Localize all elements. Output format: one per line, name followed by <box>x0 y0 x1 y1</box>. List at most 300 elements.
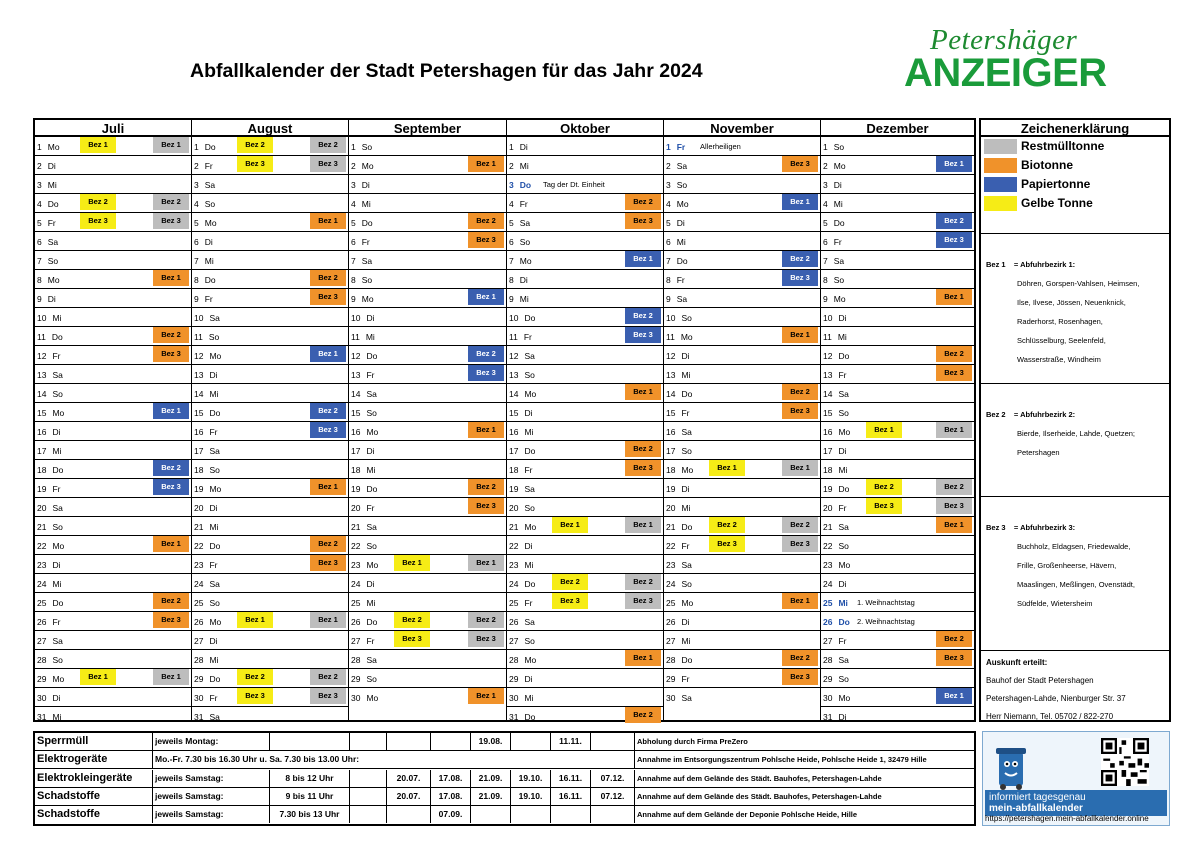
day-row <box>349 175 506 194</box>
legend-item <box>981 156 1169 175</box>
day-number: 27 <box>509 636 519 646</box>
collection-note: Abholung durch Firma PreZero <box>637 737 748 746</box>
day-row <box>35 194 191 213</box>
day-row <box>664 384 820 403</box>
day-row <box>507 213 663 232</box>
day-label <box>351 180 370 190</box>
pickup-badge-gray: Bez 3 <box>625 593 661 609</box>
day-label <box>37 370 63 380</box>
day-row <box>821 688 974 707</box>
day-number: 8 <box>37 275 42 285</box>
day-label <box>509 161 529 171</box>
day-row <box>192 156 348 175</box>
weekday: Do <box>366 484 378 494</box>
day-row <box>821 536 974 555</box>
day-number: 10 <box>666 313 676 323</box>
day-label <box>37 579 61 589</box>
day-row <box>35 574 191 593</box>
pickup-badge-gray: Bez 2 <box>310 669 346 685</box>
day-row <box>349 137 506 156</box>
day-label <box>509 560 533 570</box>
day-label <box>823 674 849 684</box>
pickup-badge-blue: Bez 1 <box>936 156 972 172</box>
day-number: 2 <box>194 161 199 171</box>
day-row <box>664 308 820 327</box>
pickup-badge-blue: Bez 3 <box>625 327 661 343</box>
weekday: Fr <box>209 427 218 437</box>
day-label <box>37 522 63 532</box>
day-row <box>349 650 506 669</box>
day-number: 1 <box>823 142 828 152</box>
day-row <box>507 137 663 156</box>
day-number: 25 <box>194 598 204 608</box>
pickup-badge-gray: Bez 3 <box>468 631 504 647</box>
day-number: 15 <box>351 408 361 418</box>
weekday: Mi <box>52 446 62 456</box>
weekday: So <box>681 446 692 456</box>
day-row <box>507 479 663 498</box>
contact-line: Auskunft erteilt: <box>986 658 1048 667</box>
day-label <box>666 598 693 608</box>
day-number: 26 <box>666 617 676 627</box>
month-column-august <box>192 120 349 720</box>
day-label <box>194 218 217 228</box>
day-row <box>349 346 506 365</box>
day-label <box>351 522 377 532</box>
collection-date: 19.08. <box>471 733 511 750</box>
day-row <box>821 346 974 365</box>
weekday: Do <box>361 218 373 228</box>
collection-day: jeweils Montag: <box>153 733 270 750</box>
weekday: Fr <box>681 541 690 551</box>
day-row <box>821 365 974 384</box>
day-row <box>349 422 506 441</box>
day-number: 12 <box>351 351 361 361</box>
month-column-november <box>664 120 821 720</box>
pickup-badge-gray: Bez 1 <box>625 517 661 533</box>
day-number: 14 <box>666 389 676 399</box>
day-row <box>821 327 974 346</box>
day-number: 9 <box>509 294 514 304</box>
weekday: Sa <box>366 655 377 665</box>
day-row <box>664 688 820 707</box>
day-number: 17 <box>37 446 47 456</box>
day-row <box>349 251 506 270</box>
weekday: Do <box>681 389 693 399</box>
pickup-badge-yellow: Bez 1 <box>709 460 745 476</box>
weekday: Fr <box>209 693 218 703</box>
day-row <box>821 194 974 213</box>
collection-day: jeweils Samstag: <box>153 788 270 805</box>
day-row <box>192 327 348 346</box>
day-label <box>509 446 535 456</box>
day-number: 29 <box>351 674 361 684</box>
collection-date: 20.07. <box>387 770 431 787</box>
day-number: 9 <box>823 294 828 304</box>
day-label <box>666 503 690 513</box>
weekday: Mo <box>361 161 374 171</box>
collection-date: 7.30 bis 13 Uhr <box>270 806 350 823</box>
weekday: Sa <box>519 218 531 228</box>
day-number: 7 <box>37 256 42 266</box>
pickup-badge-gray: Bez 3 <box>153 213 189 229</box>
weekday: Di <box>833 180 842 190</box>
day-number: 15 <box>823 408 833 418</box>
legend-swatch <box>984 196 1017 211</box>
day-row <box>35 441 191 460</box>
day-row <box>35 232 191 251</box>
weekday: Fr <box>838 370 847 380</box>
weekday: So <box>833 142 845 152</box>
day-row <box>507 289 663 308</box>
day-number: 28 <box>823 655 833 665</box>
day-row <box>507 156 663 175</box>
weekday: Do <box>676 256 688 266</box>
weekday: Mi <box>519 294 529 304</box>
day-label <box>509 579 535 589</box>
day-label <box>37 617 61 627</box>
pickup-badge-orange: Bez 3 <box>936 650 972 666</box>
day-number: 5 <box>823 218 828 228</box>
day-number: 27 <box>823 636 833 646</box>
weekday: So <box>524 503 535 513</box>
weekday: Mi <box>209 522 219 532</box>
weekday: Sa <box>361 256 373 266</box>
weekday: Do <box>519 180 532 190</box>
day-label <box>37 332 63 342</box>
day-number: 11 <box>194 332 203 342</box>
weekday: So <box>833 275 845 285</box>
weekday: Di <box>366 579 375 589</box>
day-label <box>351 313 375 323</box>
weekday: So <box>519 237 531 247</box>
pickup-badge-blue: Bez 2 <box>153 460 189 476</box>
day-number: 13 <box>823 370 833 380</box>
day-label <box>194 503 218 513</box>
day-number: 16 <box>509 427 519 437</box>
weekday: Fr <box>833 237 842 247</box>
day-label <box>509 674 533 684</box>
district-localities: Buchholz, Eldagsen, Friedewalde, <box>1017 542 1131 551</box>
pickup-badge-gray: Bez 3 <box>936 498 972 514</box>
day-number: 22 <box>194 541 204 551</box>
day-number: 23 <box>666 560 676 570</box>
day-label <box>37 636 63 646</box>
day-number: 15 <box>194 408 204 418</box>
weekday: Di <box>361 180 370 190</box>
collection-note: Annahme auf dem Gelände der Deponie Pohlsche Heide, Hille <box>637 810 858 820</box>
day-row <box>821 631 974 650</box>
day-number: 26 <box>194 617 204 627</box>
day-number: 30 <box>509 693 519 703</box>
weekday: Do <box>209 541 221 551</box>
day-number: 14 <box>194 389 204 399</box>
pickup-badge-gray: Bez 3 <box>310 156 346 172</box>
day-label <box>823 237 842 247</box>
day-number: 3 <box>823 180 828 190</box>
day-row <box>35 251 191 270</box>
legend-swatch <box>984 177 1017 192</box>
day-number: 21 <box>509 522 519 532</box>
day-label <box>351 389 377 399</box>
collection-date: 11.11. <box>551 733 591 750</box>
day-label <box>509 142 528 152</box>
weekday: Do <box>524 313 536 323</box>
day-number: 9 <box>666 294 671 304</box>
collection-row <box>35 806 974 824</box>
day-label <box>351 484 377 494</box>
day-number: 9 <box>194 294 199 304</box>
weekday: Mi <box>209 389 219 399</box>
day-row <box>821 232 974 251</box>
weekday: Mi <box>52 579 62 589</box>
weekday: So <box>52 389 63 399</box>
day-row <box>192 555 348 574</box>
weekday: Di <box>838 579 847 589</box>
day-row <box>821 156 974 175</box>
day-row <box>35 536 191 555</box>
app-promo-box[interactable] <box>982 731 1170 826</box>
day-row <box>821 612 974 631</box>
day-row <box>507 194 663 213</box>
day-number: 5 <box>194 218 199 228</box>
day-row <box>507 365 663 384</box>
weekday: Fr <box>52 617 61 627</box>
day-number: 15 <box>509 408 519 418</box>
weekday: Di <box>838 446 847 456</box>
district-localities: Südfelde, Wietersheim <box>1017 599 1093 608</box>
pickup-badge-yellow: Bez 2 <box>866 479 902 495</box>
day-number: 11 <box>351 332 360 342</box>
pickup-badge-orange: Bez 3 <box>782 669 818 685</box>
day-row <box>664 650 820 669</box>
day-label <box>194 199 215 209</box>
day-label <box>37 484 61 494</box>
day-number: 1 <box>37 142 42 152</box>
pickup-badge-orange: Bez 2 <box>782 384 818 400</box>
weekday: Sa <box>366 522 377 532</box>
pickup-badge-orange: Bez 1 <box>625 384 661 400</box>
day-number: 18 <box>194 465 204 475</box>
weekday: So <box>366 674 377 684</box>
day-row <box>349 156 506 175</box>
day-label <box>823 180 842 190</box>
pickup-badge-blue: Bez 1 <box>310 346 346 362</box>
district-localities: Döhren, Gorspen-Vahlsen, Heimsen, <box>1017 279 1140 288</box>
day-label <box>351 161 374 171</box>
day-label <box>351 332 375 342</box>
day-number: 1 <box>194 142 199 152</box>
day-number: 8 <box>351 275 356 285</box>
day-label <box>509 636 535 646</box>
qr-code-icon[interactable] <box>1101 738 1149 786</box>
weekday: Sa <box>681 693 692 703</box>
collection-row <box>35 751 974 769</box>
day-label <box>351 275 372 285</box>
day-row <box>192 631 348 650</box>
weekday: Mo <box>52 408 65 418</box>
weekday: Sa <box>681 560 692 570</box>
collection-date <box>350 788 387 805</box>
day-number: 7 <box>351 256 356 266</box>
day-label <box>194 693 218 703</box>
day-row <box>821 574 974 593</box>
collection-date: 19.10. <box>511 788 551 805</box>
day-label <box>509 199 528 209</box>
weekday: Di <box>52 427 61 437</box>
district-heading: Bez 3 = Abfuhrbezirk 3: <box>986 523 1076 532</box>
pickup-badge-blue: Bez 2 <box>468 346 504 362</box>
day-number: 13 <box>194 370 204 380</box>
day-number: 19 <box>823 484 833 494</box>
day-row <box>507 422 663 441</box>
weekday: Mo <box>361 294 374 304</box>
day-label <box>666 427 692 437</box>
day-label <box>194 560 218 570</box>
weekday: Sa <box>838 389 849 399</box>
day-label <box>666 218 685 228</box>
weekday: Di <box>209 503 218 513</box>
day-label <box>351 541 377 551</box>
weekday: Di <box>676 218 685 228</box>
day-number: 25 <box>823 598 833 608</box>
weekday: Do <box>51 332 63 342</box>
day-label <box>823 313 847 323</box>
day-number: 23 <box>823 560 833 570</box>
day-label <box>666 370 690 380</box>
day-label <box>194 522 218 532</box>
day-label <box>823 712 847 722</box>
day-number: 24 <box>823 579 833 589</box>
day-row <box>349 384 506 403</box>
pickup-badge-orange: Bez 1 <box>782 593 818 609</box>
day-label <box>509 275 528 285</box>
day-number: 28 <box>666 655 676 665</box>
weekday: Mi <box>365 332 375 342</box>
day-number: 19 <box>509 484 519 494</box>
weekday: Sa <box>838 522 849 532</box>
day-row <box>192 194 348 213</box>
collection-date <box>551 806 591 823</box>
day-row <box>349 593 506 612</box>
day-row <box>35 403 191 422</box>
day-row <box>507 441 663 460</box>
logo-script-text: Petershäger <box>930 24 1078 56</box>
day-number: 5 <box>666 218 671 228</box>
day-number: 2 <box>823 161 828 171</box>
month-header: Dezember <box>821 120 974 137</box>
day-number: 1 <box>509 142 514 152</box>
day-label <box>194 427 218 437</box>
day-label <box>194 294 213 304</box>
day-row <box>664 536 820 555</box>
day-label <box>823 522 849 532</box>
promo-text-line1: informiert tagesgenau <box>989 792 1086 803</box>
day-number: 20 <box>194 503 204 513</box>
collection-type: Elektrogeräte <box>35 751 153 768</box>
collection-date <box>511 806 551 823</box>
calendar-grid <box>33 118 976 722</box>
pickup-badge-yellow: Bez 2 <box>237 137 273 153</box>
day-label <box>666 142 685 152</box>
day-row <box>35 346 191 365</box>
day-label <box>666 332 693 342</box>
weekday: So <box>366 541 377 551</box>
collection-date: 16.11. <box>551 788 591 805</box>
weekday: Mi <box>838 598 848 608</box>
collection-note: Annahme im Entsorgungszentrum Pohlsche Heide, Pohlsche Heide 1, 32479 Hille <box>637 755 927 765</box>
collection-date: 07.12. <box>591 770 635 787</box>
day-number: 22 <box>37 541 47 551</box>
day-label <box>823 446 847 456</box>
day-number: 29 <box>509 674 519 684</box>
collection-date: 07.12. <box>591 788 635 805</box>
day-number: 25 <box>509 598 519 608</box>
weekday: Sa <box>676 294 688 304</box>
day-number: 22 <box>351 541 361 551</box>
day-row <box>821 479 974 498</box>
contact-info <box>981 650 1169 721</box>
day-number: 8 <box>194 275 199 285</box>
district-section <box>981 233 1169 384</box>
collection-hours: Mo.-Fr. 7.30 bis 16.30 Uhr u. Sa. 7.30 bis 13.00 Uhr: <box>153 751 635 768</box>
weekday: Mi <box>204 256 214 266</box>
day-row <box>664 251 820 270</box>
weekday: Do <box>204 142 216 152</box>
day-row <box>192 669 348 688</box>
promo-url[interactable]: https://petershagen.mein-abfallkalender.online <box>985 814 1149 823</box>
day-row <box>507 498 663 517</box>
pickup-badge-yellow: Bez 1 <box>80 669 116 685</box>
day-number: 16 <box>666 427 676 437</box>
day-row <box>664 479 820 498</box>
day-label <box>351 427 378 437</box>
day-number: 16 <box>37 427 47 437</box>
weekday: Mo <box>524 655 537 665</box>
day-label <box>194 408 220 418</box>
day-row <box>192 688 348 707</box>
weekday: Di <box>366 313 375 323</box>
weekday: Do <box>681 522 693 532</box>
day-label <box>509 313 535 323</box>
day-number: 15 <box>666 408 676 418</box>
day-row <box>507 346 663 365</box>
day-number: 10 <box>37 313 47 323</box>
weekday: Sa <box>838 655 849 665</box>
pickup-badge-yellow: Bez 1 <box>80 137 116 153</box>
day-number: 27 <box>37 636 47 646</box>
contact-line: Bauhof der Stadt Petershagen <box>986 676 1094 685</box>
day-row <box>192 137 348 156</box>
district-section <box>981 383 1169 497</box>
day-row <box>349 555 506 574</box>
day-number: 16 <box>351 427 361 437</box>
day-label <box>351 237 370 247</box>
day-number: 23 <box>194 560 204 570</box>
month-column-september <box>349 120 507 720</box>
day-row <box>507 612 663 631</box>
day-row <box>664 669 820 688</box>
day-number: 28 <box>351 655 361 665</box>
day-label <box>666 541 690 551</box>
day-number: 23 <box>509 560 519 570</box>
day-number: 21 <box>37 522 47 532</box>
day-number: 4 <box>351 199 356 209</box>
day-label <box>509 294 529 304</box>
day-row <box>35 517 191 536</box>
day-number: 9 <box>37 294 42 304</box>
day-row <box>192 308 348 327</box>
